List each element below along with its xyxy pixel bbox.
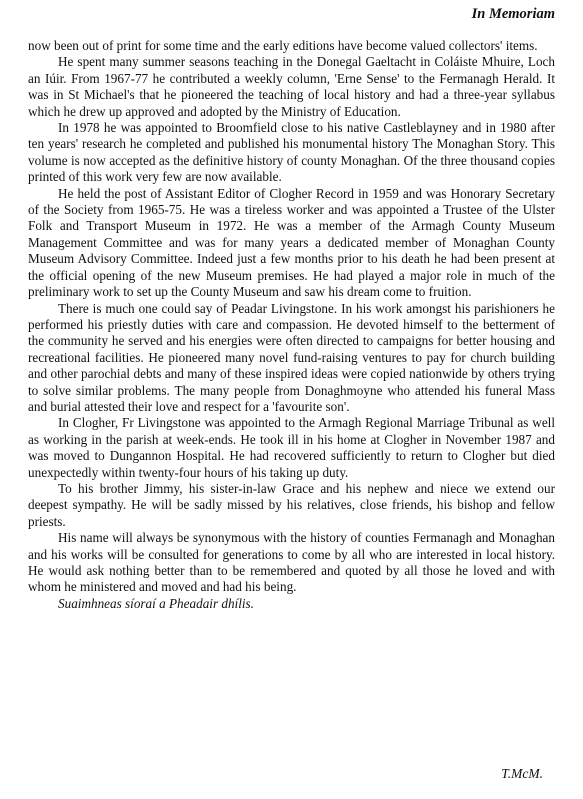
author-signature: T.McM. [501,766,543,781]
paragraph-7: To his brother Jimmy, his sister-in-law Grace and his nephew and niece we extend our deepest sympathy. He will be sadly missed by his relatives, close friends, his bishop and fellow priests. [28,480,555,529]
paragraph-5: There is much one could say of Peadar Livingstone. In his work amongst his parishioners he performed his priestly duties with care and compassion. He devoted himself to the betterment of the community he served and his energies were often directed to campaigns for better housing and recreational facilities. He pioneered many novel fund-raising ventures to pay for church building and other parochial debts and many of these inspired ideas were copied nationwide by others trying to solve similar problems. The many people from Donaghmoyne who attended his funeral Mass and burial attested their love and respect for a 'favourite son'. [28,300,555,414]
paragraph-3: In 1978 he was appointed to Broomfield close to his native Castleblayney and in 1980 after ten years' research he completed and published his monumental history The Monaghan Story. This volume is now accepted as the definitive history of county Monaghan. Of the three thousand copies printed of this work very few are now available. [28,120,555,185]
article-body [28,38,555,612]
running-header: In Memoriam [471,6,555,22]
paragraph-4: He held the post of Assistant Editor of Clogher Record in 1959 and was Honorary Secretary of the Society from 1965-75. He was a tireless worker and was appointed a Trustee of the Ulster Folk and Transport Museum in 1972. He was a member of the Armagh County Museum Management Committee and was for many years a dedicated member of Monaghan County Museum Advisory Committee. Indeed just a few months prior to his death he had been present at the official opening of the new Museum premises. He had played a major role in much of the preliminary work to set up the County Museum and saw his dream come to fruition. [28,185,555,300]
paragraph-6: In Clogher, Fr Livingstone was appointed to the Armagh Regional Marriage Tribunal as well as working in the parish at week-ends. He took ill in his home at Clogher in November 1987 and was moved to Dungannon Hospital. He had recovered sufficiently to return to Clogher but died unexpectedly within twenty-four hours of his taking up duty. [28,415,555,480]
paragraph-8: His name will always be synonymous with the history of counties Fermanagh and Monaghan and his works will be consulted for generations to come by all who are interested in local history. He would ask nothing better than to be remembered and quoted by all those he loved and with whom he ministered and moved and had his being. [28,530,555,595]
closing-line: Suaimhneas síoraí a Pheadair dhílis. [58,595,254,611]
paragraph-1: now been out of print for some time and the early editions have become valued collectors' items. [28,38,538,53]
paragraph-2: He spent many summer seasons teaching in the Donegal Gaeltacht in Coláiste Mhuire, Loch an Iúir. From 1967-77 he contributed a weekly column, 'Erne Sense' to the Fermanagh Herald. It was in St Michael's that he pioneered the teaching of local history and had a three-year syllabus which he drew up approved and adopted by the Ministry of Education. [28,54,555,119]
